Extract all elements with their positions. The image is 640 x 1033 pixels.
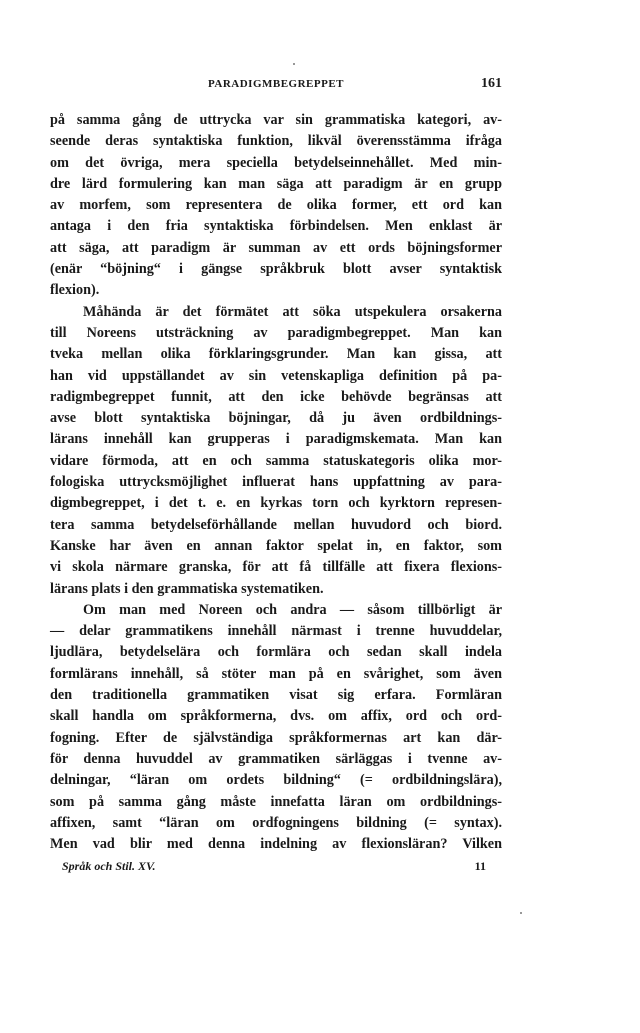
text-line: skall handla om språkformerna, dvs. om affix, ord och ord- — [50, 708, 502, 725]
text-line: om det övriga, mera speciella betydelseinnehållet. Med min- — [50, 154, 502, 171]
text-line: formlärans innehåll, så stöter man på en svårighet, som även — [50, 665, 502, 682]
text-line: lärans innehåll kan grupperas i paradigmskemata. Man kan — [50, 431, 502, 448]
text-line: (enär “böjning“ i gängse språkbruk blott avser syntaktisk — [50, 261, 502, 278]
text-line: Men vad blir med denna indelning av flexionsläran? Vilken — [50, 836, 502, 853]
page-header — [50, 78, 502, 98]
text-line: han vid uppställandet av sin vetenskapliga definition på pa- — [50, 367, 502, 384]
journal-signature: Språk och Stil. XV. — [62, 859, 156, 873]
text-line: vidare förmoda, att en och samma statuskategoris olika mor- — [50, 452, 502, 469]
text-line: att säga, att paradigm är summan av ett ords böjningsformer — [50, 239, 502, 256]
text-line: vi skola närmare granska, för att få tillfälle att fixera flexions- — [50, 559, 502, 576]
page-number: 161 — [481, 76, 502, 91]
text-line: till Noreens utsträckning av paradigmbegreppet. Man kan — [50, 324, 502, 341]
text-line: av morfem, som representera de olika former, ett ord kan — [50, 197, 502, 214]
text-line: på samma gång de uttrycka var sin grammatiska kategori, av- — [50, 112, 502, 128]
sheet-signature: 11 — [474, 859, 486, 873]
text-line: tera samma betydelseförhållande mellan huvudord och biord. — [50, 516, 502, 533]
page-footer — [62, 859, 486, 877]
scan-speck — [293, 63, 295, 65]
text-line: den traditionella grammatiken visat sig erfara. Formläran — [50, 687, 502, 704]
text-line: dre lärd formulering kan man säga att paradigm är en grupp — [50, 175, 502, 192]
text-line: Kanske har även en annan faktor spelat in, en faktor, som — [50, 537, 502, 554]
text-line: delningar, “läran om ordets bildning“ (= ordbildningslära), — [50, 772, 502, 789]
text-line: digmbegreppet, i det t. e. en kyrkas torn och kyrktorn represen- — [50, 495, 502, 512]
text-line: fologiska uttrycksmöjlighet influerat hans uppfattning av para- — [50, 474, 502, 491]
text-line: flexion). — [50, 282, 100, 299]
text-line: tveka mellan olika förklaringsgrunder. Man kan gissa, att — [50, 346, 502, 363]
running-title: PARADIGMBEGREPPET — [207, 78, 345, 90]
text-line: ljudlära, betydelselära och formlära och sedan skall indela — [50, 644, 502, 661]
text-line: — delar grammatikens innehåll närmast i trenne huvuddelar, — [50, 623, 502, 640]
body-text — [50, 110, 502, 855]
text-line: radigmbegreppet funnit, att den icke behövde begränsas att — [50, 388, 502, 405]
text-line: Måhända är det förmätet att söka utspekulera orsakerna — [83, 303, 502, 320]
text-line: affixen, samt “läran om ordfogningens bildning (= syntax). — [50, 814, 502, 831]
text-line: Om man med Noreen och andra — såsom tillbörligt är — [83, 601, 502, 618]
scan-speck — [520, 912, 522, 914]
text-line: lärans plats i den grammatiska systematiken. — [50, 580, 324, 597]
text-line: fogning. Efter de självständiga språkformernas art kan där- — [50, 729, 502, 746]
text-line: seende deras syntaktiska funktion, likväl överensstämma ifråga — [50, 133, 502, 150]
text-line: avse blott syntaktiska böjningar, då ju även ordbildnings- — [50, 410, 502, 427]
text-line: som på samma gång måste innefatta läran om ordbildnings- — [50, 793, 502, 810]
text-line: antaga i den fria syntaktiska förbindelsen. Men enklast är — [50, 218, 502, 235]
text-line: för denna huvuddel av grammatiken särläggas i tvenne av- — [50, 750, 502, 767]
